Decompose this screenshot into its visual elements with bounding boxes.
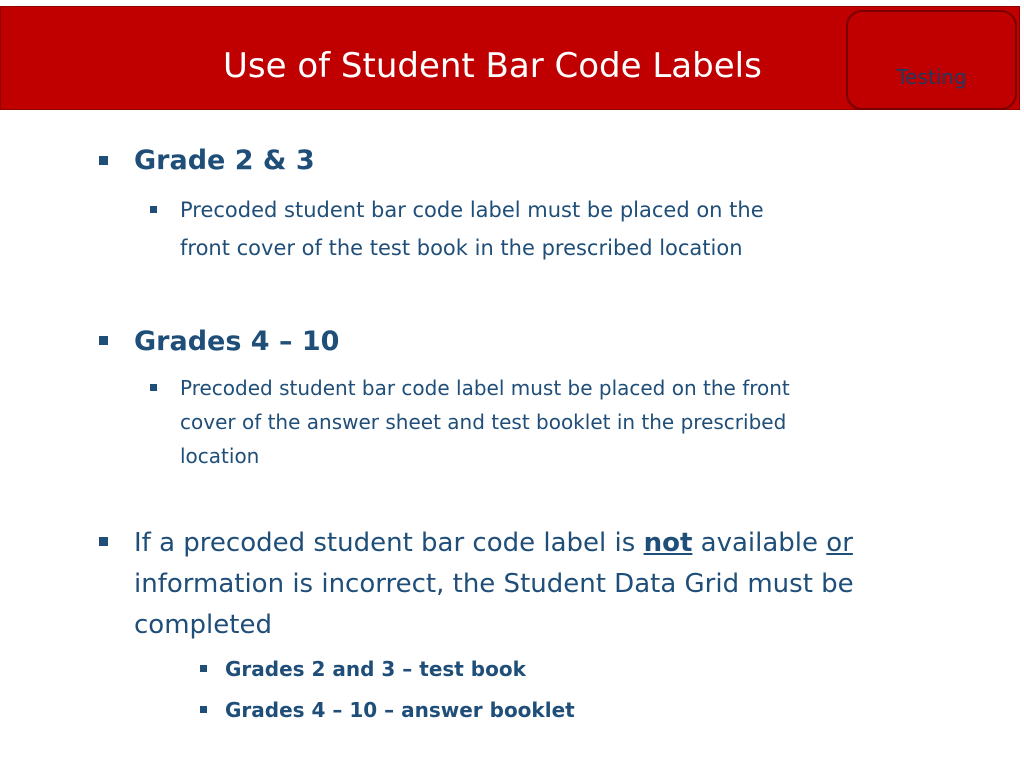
bullet-square-icon [99, 336, 108, 345]
notice-line-2: information is incorrect, the Student Data Grid must be [134, 569, 854, 599]
sub-text-line: Grades 4 – 10 – answer booklet [225, 698, 575, 722]
notice-line-1 [134, 523, 853, 563]
sub-bullet-icon [200, 706, 207, 713]
notice-line-3: completed [134, 610, 272, 640]
heading-grades-4-10: Grades 4 – 10 [134, 326, 340, 357]
sub-text-line: location [180, 444, 260, 468]
testing-badge-label: Testing [896, 65, 967, 89]
bullet-square-icon [99, 156, 108, 165]
emphasis-or: or [826, 528, 853, 558]
sub-text-line: cover of the answer sheet and test booklet in the prescribed [180, 410, 787, 434]
notice-text: If a precoded student bar code label is [134, 528, 644, 558]
sub-text-line: Precoded student bar code label must be placed on the front [180, 376, 790, 400]
sub-text-line: Precoded student bar code label must be placed on the [180, 198, 764, 222]
notice-text: available [692, 528, 827, 558]
heading-grade-2-3: Grade 2 & 3 [134, 145, 315, 176]
emphasis-not: not [643, 528, 693, 558]
bullet-square-icon [99, 537, 108, 546]
sub-text-line: front cover of the test book in the prescribed location [180, 236, 743, 260]
sub-text-line: Grades 2 and 3 – test book [225, 657, 526, 681]
sub-bullet-icon [200, 665, 207, 672]
slide-title: Use of Student Bar Code Labels [223, 46, 762, 86]
sub-bullet-icon [150, 384, 157, 391]
sub-bullet-icon [150, 206, 157, 213]
